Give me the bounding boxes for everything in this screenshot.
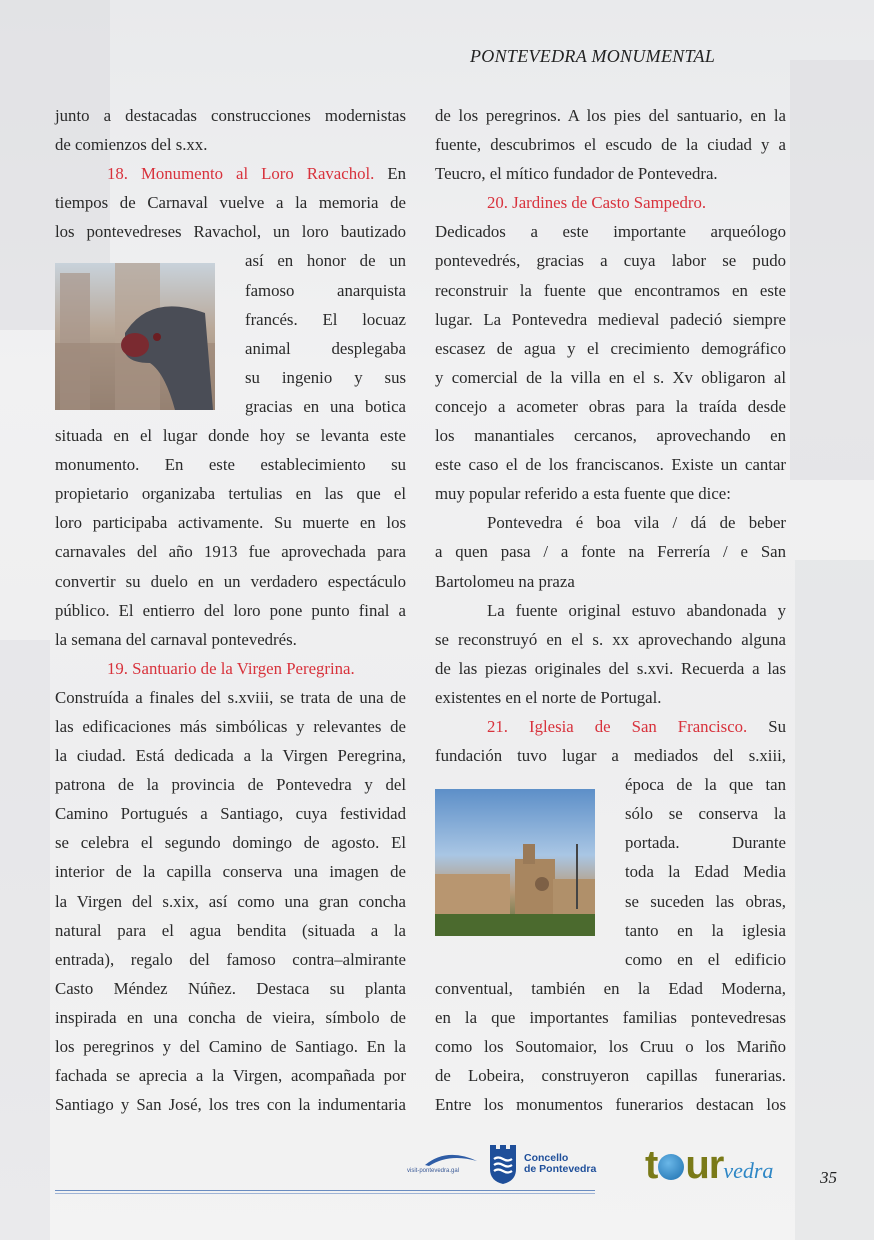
- line-text: los pontevedreses Ravachol, un loro bautizado: [55, 222, 406, 242]
- section-heading: 18. Monumento al Loro Ravachol.: [107, 164, 375, 184]
- line-text: y comercial de la villa en el s. Xv obligaron al: [435, 367, 786, 387]
- line-text: las edificaciones más simbólicas y relevantes de: [55, 716, 406, 736]
- line-text: monumento. En este establecimiento su: [55, 455, 406, 475]
- line-text: Pontevedra é boa vila / dá de beber: [487, 513, 786, 533]
- text-line: [435, 945, 786, 974]
- line-text: portada. Durante: [625, 833, 786, 853]
- text-line: [55, 741, 406, 770]
- text-line: [435, 450, 786, 479]
- line-text: Construída a finales del s.xviii, se trata de una de: [55, 687, 406, 707]
- text-line: [435, 1003, 786, 1032]
- line-text: conventual, también en la Edad Moderna,: [435, 978, 786, 998]
- line-text: de Lobeira, construyeron capillas funerarias.: [435, 1066, 786, 1086]
- text-line: [55, 828, 406, 857]
- footer-rule: [55, 1193, 595, 1194]
- globe-icon: [658, 1154, 684, 1180]
- line-text: escasez de agua y el crecimiento demográfico: [435, 338, 786, 358]
- text-line: [435, 537, 786, 566]
- line-text: convertir su duelo en un verdadero espectáculo: [55, 571, 406, 591]
- line-text: existentes en el norte de Portugal.: [435, 687, 662, 707]
- line-text: público. El entierro del loro pone punto final a: [55, 600, 406, 620]
- line-text: La fuente original estuvo abandonada y: [487, 600, 786, 620]
- line-text: natural para el agua bendita (situada a la: [55, 920, 406, 940]
- text-line: [55, 712, 406, 741]
- text-column-right: [435, 101, 786, 1119]
- line-text: entrada), regalo del famoso contra–almirante: [55, 949, 406, 969]
- text-line: [55, 1003, 406, 1032]
- line-text: a quen pasa / a fonte na Ferrería / e San: [435, 542, 786, 562]
- line-text: como en el edificio: [625, 949, 786, 969]
- text-line: [55, 1090, 406, 1119]
- line-text: se celebra el segundo domingo de agosto. El: [55, 833, 406, 853]
- line-text: animal desplegaba: [245, 338, 406, 358]
- line-text: la Virgen del s.xix, así como una gran concha: [55, 891, 406, 911]
- background-building: [790, 60, 874, 480]
- line-text: propietario organizaba tertulias en las que el: [55, 484, 406, 504]
- text-line: [55, 567, 406, 596]
- line-text: situada en el lugar donde hoy se levanta este: [55, 426, 406, 446]
- line-text: tanto en la iglesia: [625, 920, 786, 940]
- concello-shield-icon: [488, 1143, 518, 1190]
- line-text: se suceden las obras,: [625, 891, 786, 911]
- line-text: fundación tuvo lugar a mediados del s.xiii,: [435, 746, 786, 766]
- text-line: [55, 421, 406, 450]
- line-text: los manantiales cercanos, aprovechando en: [435, 426, 786, 446]
- line-text: toda la Edad Media: [625, 862, 786, 882]
- text-line: [435, 159, 786, 188]
- line-text: Entre los monumentos funerarios destacan los: [435, 1095, 786, 1115]
- text-line: [55, 1061, 406, 1090]
- text-line: [55, 508, 406, 537]
- text-line: [435, 305, 786, 334]
- text-line: [435, 974, 786, 1003]
- line-text: su ingenio y sus: [245, 367, 406, 387]
- text-line: [55, 683, 406, 712]
- text-line: [435, 741, 786, 770]
- text-column-left: [55, 101, 406, 1119]
- line-text: Santiago y San José, los tres con la indumentaria: [55, 1095, 406, 1115]
- text-line: [435, 1032, 786, 1061]
- line-text: época de la que tan: [625, 775, 786, 795]
- line-text: así en honor de un: [245, 251, 406, 271]
- line-text: loro participaba activamente. Su muerte en los: [55, 513, 406, 533]
- text-line: [435, 567, 786, 596]
- text-line: [435, 1061, 786, 1090]
- text-line: [55, 1032, 406, 1061]
- text-line: [55, 887, 406, 916]
- text-line: [435, 596, 786, 625]
- line-text: junto a destacadas construcciones modernistas: [55, 106, 406, 125]
- text-line: [435, 334, 786, 363]
- concello-logo-text: [524, 1153, 596, 1175]
- text-line: [55, 537, 406, 566]
- text-line: [55, 217, 406, 246]
- line-text: muy popular referido a esta fuente que dice:: [435, 484, 731, 504]
- text-line: [55, 916, 406, 945]
- tour-logo-vedra: vedra: [723, 1158, 774, 1183]
- concello-line2: de Pontevedra: [524, 1163, 597, 1175]
- line-text: pontevedrés, gracias a cuya labor se pudo: [435, 251, 786, 271]
- line-text: reconstruir la fuente que encontramos en este: [435, 280, 786, 300]
- text-line: [55, 799, 406, 828]
- line-text: fachada se aprecia a la Virgen, acompañada por: [55, 1066, 406, 1086]
- line-text: interior de la capilla conserva una imagen de: [55, 862, 406, 882]
- text-line: [55, 188, 406, 217]
- text-line: [55, 625, 406, 654]
- text-line: [55, 770, 406, 799]
- line-text: carnavales del año 1913 fue aprovechada para: [55, 542, 406, 562]
- line-text: en la que importantes familias pontevedresas: [435, 1007, 786, 1027]
- text-line: [435, 392, 786, 421]
- concello-line1: Concello: [524, 1152, 569, 1164]
- line-text: lugar. La Pontevedra medieval padeció siempre: [435, 309, 786, 329]
- text-line: [435, 654, 786, 683]
- loro-ravachol-photo: [55, 263, 215, 410]
- text-line: [435, 363, 786, 392]
- footer-rule: [55, 1190, 595, 1191]
- text-line: [435, 508, 786, 537]
- line-text: fuente, descubrimos el escudo de la ciudad y a: [435, 135, 786, 155]
- text-line: [435, 712, 786, 741]
- line-text: de los peregrinos. A los pies del santuario, en la: [435, 106, 786, 125]
- line-text: tiempos de Carnaval vuelve a la memoria de: [55, 193, 406, 213]
- line-text: inspirada en una concha de vieira, símbolo de: [55, 1007, 406, 1027]
- line-text: Su: [747, 716, 786, 736]
- iglesia-san-francisco-photo: [435, 789, 595, 936]
- text-line: [435, 217, 786, 246]
- background-crowd: [0, 640, 50, 1240]
- line-text: gracias en una botica: [245, 396, 406, 416]
- line-text: En: [374, 164, 406, 184]
- section-heading: 21. Iglesia de San Francisco.: [487, 716, 748, 736]
- tour-logo-t: t: [645, 1143, 658, 1187]
- text-line: [435, 246, 786, 275]
- section-heading: 20. Jardines de Casto Sampedro.: [487, 193, 707, 213]
- background-crowd: [795, 560, 874, 1240]
- text-line: [55, 945, 406, 974]
- line-text: Casto Méndez Núñez. Destaca su planta: [55, 978, 406, 998]
- section-heading: 19. Santuario de la Virgen Peregrina.: [107, 658, 355, 678]
- line-text: Bartolomeu na praza: [435, 571, 575, 591]
- line-text: francés. El locuaz: [245, 309, 406, 329]
- text-line: [435, 421, 786, 450]
- visit-pontevedra-url: visit-pontevedra.gal: [407, 1168, 460, 1174]
- text-line: [55, 130, 406, 159]
- text-line: [435, 683, 786, 712]
- text-line: [435, 188, 786, 217]
- line-text: la semana del carnaval pontevedrés.: [55, 629, 297, 649]
- line-text: sólo se conserva la: [625, 804, 786, 824]
- page-number: 35: [820, 1168, 837, 1187]
- tourvedra-logo: [645, 1145, 773, 1191]
- text-line: [55, 596, 406, 625]
- line-text: famoso anarquista: [245, 280, 406, 300]
- line-text: Dedicados a este importante arqueólogo: [435, 222, 786, 242]
- text-line: [55, 159, 406, 188]
- line-text: este caso el de los franciscanos. Existe un cantar: [435, 455, 786, 475]
- running-header: PONTEVEDRA MONUMENTAL: [470, 46, 716, 66]
- text-line: [55, 479, 406, 508]
- text-line: [55, 654, 406, 683]
- text-line: [435, 1090, 786, 1119]
- text-line: [55, 974, 406, 1003]
- text-line: [55, 450, 406, 479]
- text-line: [435, 625, 786, 654]
- line-text: de comienzos del s.xx.: [55, 135, 208, 155]
- line-text: se reconstruyó en el s. xx aprovechando alguna: [435, 629, 786, 649]
- text-line: [435, 130, 786, 159]
- text-line: [55, 101, 406, 130]
- line-text: Camino Portugués a Santiago, cuya festividad: [55, 804, 406, 824]
- line-text: los peregrinos y del Camino de Santiago. En la: [55, 1037, 406, 1056]
- line-text: como los Soutomaior, los Cruu o los Mariño: [435, 1037, 786, 1056]
- line-text: de las piezas originales del s.xvi. Recuerda a las: [435, 658, 786, 678]
- text-line: [435, 276, 786, 305]
- tour-logo-ur: ur: [685, 1143, 724, 1187]
- text-line: [435, 479, 786, 508]
- text-line: [55, 857, 406, 886]
- line-text: Teucro, el mítico fundador de Pontevedra.: [435, 164, 718, 184]
- text-line: [435, 101, 786, 130]
- line-text: patrona de la provincia de Pontevedra y del: [55, 775, 406, 795]
- line-text: la ciudad. Está dedicada a la Virgen Peregrina,: [55, 746, 406, 766]
- line-text: concejo a acometer obras para la traída desde: [435, 396, 786, 416]
